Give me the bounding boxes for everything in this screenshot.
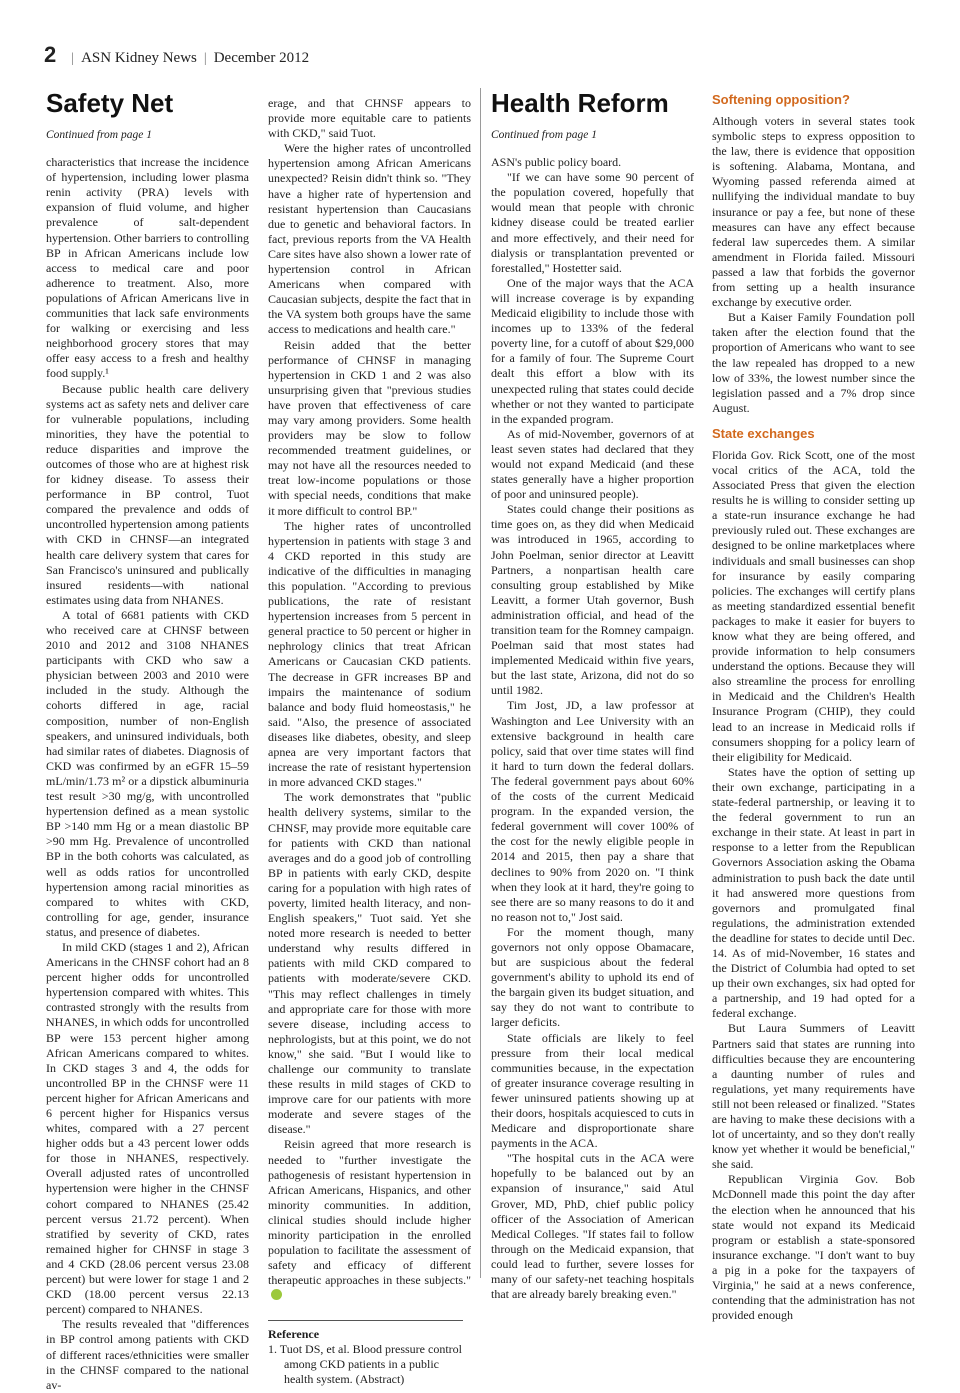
paragraph: Because public health care delivery systems act as safety nets and deliver care for vulnerable populations, including minorities, they have the potential to reduce disparities and improve the outcomes of those who are at highest risk for kidney disease. To assess their performance in BP control, Tuot compared the prevalence and odds of uncontrolled hypertension among patients with CKD in CHNSF—an integrated health care delivery system that cares for San Francisco's uninsured and publically insured residents—with national estimates using data from NHANES.	[46, 381, 249, 607]
article-body	[712, 448, 915, 1323]
reference-heading: Reference	[268, 1326, 320, 1341]
paragraph: The results revealed that "differences in BP control among patients with CKD of different races/ethnicities were smaller in the CHNSF compared to the national av-	[46, 1317, 249, 1392]
publication-name: ASN Kidney News	[81, 50, 197, 66]
paragraph: Although voters in several states took symbolic steps to express opposition to the law, there is evidence that opposition is softening. Alabama, Montana, and Wyoming passed referenda aimed at nullifying the individual mandate to buy insurance or pay a fee, but none of these measures can have any effect because federal law supercedes them. A similar amendment in Florida failed. Missouri passed a law that forbids the governor from setting up a health insurance exchange by executive order.	[712, 114, 915, 310]
paragraph: States could change their positions as time goes on, as they did when Medicaid was introduced in 1965, according to John Poelman, senior director at Leavitt Partners, a nonpartisan health care consulting group established by Mike Leavitt, a former Utah governor, Bush administration official, and head of the transition team for the Romney campaign. Poelman said that most states had implemented Medicaid within five years, but the last state, Arizona, did not do so until 1982.	[491, 502, 694, 698]
column-divider-rule	[480, 88, 481, 1278]
article-body	[712, 114, 915, 416]
safety-net-column-1	[46, 88, 249, 1393]
article-body	[491, 155, 694, 1302]
paragraph: "If we can have some 90 percent of the population covered, hopefully that would mean that people with chronic kidney disease could be treated earlier and more effectively, and their need for dialysis or transplantation prevented or forestalled," Hostetter said.	[491, 170, 694, 275]
article-body	[268, 96, 471, 1304]
continued-from-line: Continued from page 1	[491, 129, 597, 141]
end-of-article-mark	[271, 1289, 282, 1300]
page-number: 2	[44, 42, 57, 67]
safety-net-column-2	[268, 96, 471, 1387]
subhead-state-exchanges: State exchanges	[712, 425, 815, 441]
paragraph: ASN's public policy board.	[491, 155, 622, 170]
paragraph: As of mid-November, governors of at least seven states had declared that they would not expand Medicaid (and these states generally have a higher proportion of poor and uninsured people).	[491, 426, 694, 502]
continued-from-line: Continued from page 1	[46, 129, 152, 141]
paragraph: characteristics that increase the incidence of hypertension, including lower plasma renin activity (PRA) levels with expansion of fluid volume, and higher prevalence of salt-dependent hypertension. Other barriers to controlling BP in African Americans include low access to medical care and poor adherence to treatment. Also, more populations of African Americans live in communities that lack safe environments for walking or exercising and less neighborhood grocery stores that may offer easy access to a fresh and healthy food supply.¹	[46, 155, 249, 381]
health-reform-column-2	[712, 92, 915, 1323]
issue-date: December 2012	[213, 50, 310, 66]
paragraph: Reisin added that the better performance of CHNSF in managing hypertension in CKD 1 and 2 was also unsurprising given that "previous studies have proven that effectiveness of care may vary among providers. Some health providers may be slow to follow recommended treatment guidelines, or may not have all the resources needed to treat low-income populations or those with special needs, conditions that make it more difficult to control BP."	[268, 337, 471, 518]
paragraph: One of the major ways that the ACA will increase coverage is by expanding Medicaid eligibility to include those with incomes up to 133% of the federal poverty line, for a cutoff of about $29,000 for a family of four. The Supreme Court dealt this effort a blow with its unexpected ruling that states could decide whether or not they wanted to participate in the expanded program.	[491, 275, 694, 426]
reference-item: 1. Tuot DS, et al. Blood pressure control among CKD patients in a public health system. (Abstract)	[268, 1341, 462, 1386]
paragraph: erage, and that CHNSF appears to provide more equitable care to patients with CKD," said Tuot.	[268, 96, 471, 141]
paragraph: Reisin agreed that more research is needed to "further investigate the pathogenesis of resistant hypertension in African Americans, Hispanics, and other minority communities. In addition, clinical studies should include higher minority participation in the enrolled population to facilitate the assessment of safety and efficacy of different therapeutic approaches in these subjects."	[268, 1137, 471, 1303]
paragraph: Republican Virginia Gov. Bob McDonnell made this point the day after the election when he announced that his state would not expand its Medicaid program or establish a state-sponsored insurance exchange. "I don't want to buy a pig in a poke for the taxpayers of Virginia," he said at a news conference, contending that the administration has not provided enough	[712, 1172, 915, 1323]
reference-list	[268, 1342, 471, 1387]
header-separator: |	[203, 51, 207, 66]
paragraph: A total of 6681 patients with CKD who received care at CHNSF between 2010 and 2012 and 3108 NHANES participants with CKD who saw a physician between 2003 and 2010 were included in the study. Although the cohorts differed in age, racial composition, number of non-English speakers, and uninsured individuals, both had similar rates of diabetes. Diagnosis of CKD was confirmed by an eGFR 15–59 mL/min/1.73 m² or a dipstick albuminuria test result >30 mg/g, with uncontrolled hypertension defined as a mean systolic BP >140 mm Hg or a mean diastolic BP >90 mm Hg. Prevalence of uncontrolled BP in the both cohorts was calculated, as well as odds ratios for uncontrolled hypertension among racial minorities as compared to whites with CKD, controlling for age, gender, insurance status, and presence of diabetes.	[46, 607, 249, 939]
paragraph: Were the higher rates of uncontrolled hypertension among African Americans unexpected? Reisin didn't think so. "They have a higher rate of hypertension and resistant hypertension than Caucasians due to genetic and behavioral factors. In fact, previous reports from the VA Health Care sites have also shown a lower rate of hypertension control in African Americans when compared with Caucasian subjects, despite the fact that in the VA system both groups have the same access to medications and health care."	[268, 141, 471, 337]
article-title-safety-net: Safety Net	[46, 88, 174, 118]
paragraph: Florida Gov. Rick Scott, one of the most vocal critics of the ACA, told the Associated Press that given the election results he is willing to consider setting up a state-run insurance exchange he had previously ruled out. These exchanges are designed to be online marketplaces where individuals and small businesses can shop for insurance by easily comparing policies. The exchanges will certify plans as meeting standardized essential benefit packages to make it easier for buyers to know what they are being offered, and provide information to help consumers understand the options. Because they will also streamline the process for enrolling in Medicaid and the Children's Health Insurance Program (CHIP), they could lead to an increase in Medicaid rolls if consumers shopping for a policy learn of their eligibility for Medicaid.	[712, 447, 915, 764]
article-title-health-reform: Health Reform	[491, 88, 669, 118]
running-header	[44, 42, 309, 72]
paragraph: But a Kaiser Family Foundation poll taken after the election found that the proportion of Americans who want to see the law repealed has dropped to a new low of 33%, the lowest number since the legislation passed and a 7% drop since August.	[712, 310, 915, 415]
paragraph: Tim Jost, JD, a law professor at Washington and Lee University with an extensive background in health care policy, said that over time states will find it hard to turn down the federal dollars. The federal government pays about 60% of the costs of the current Medicaid program. In the expanded version, the federal government will cover 100% of the cost for the newly eligible people in 2014 and 2015, then pay a share that declines to 90% from 2020 on. "I think when they look at it hard, they're going to see there are so many reasons to do it and no reason not to," Jost said.	[491, 698, 694, 924]
paragraph: State officials are likely to feel pressure from their local medical communities because, in the expectation of greater insurance coverage resulting in fewer uninsured patients showing up at their doors, hospitals acquiesced to cuts in Medicare and disproportionate share payments in the ACA.	[491, 1030, 694, 1151]
paragraph: In mild CKD (stages 1 and 2), African Americans in the CHNSF cohort had an 8 percent higher odds for uncontrolled hypertension compared with whites. This contrasted strongly with the results from NHANES, in which odds for uncontrolled BP were 153 percent higher among African Americans compared to whites. In CKD stages 3 and 4, the odds for uncontrolled BP in the CHNSF were 11 percent higher for African Americans and 6 percent higher for Hispanics versus whites, compared with a 27 percent higher odds but a 43 percent lower odds for those in NHANES, respectively. Overall adjusted rates of uncontrolled hypertension were higher in the CHNSF cohort compared to NHANES (25.42 percent versus 21.72 percent). When stratified by severity of CKD, rates remained higher for CHNSF in stage 3 and 4 CKD (28.06 percent versus 23.08 percent) but were lower for stage 1 and 2 CKD (18.00 percent versus 22.13 percent) compared to NHANES.	[46, 939, 249, 1317]
reference-divider	[268, 1320, 463, 1321]
article-body	[46, 155, 249, 1393]
paragraph: States have the option of setting up their own exchange, participating in a state-federal partnership, or leaving it to the federal government to run an exchange in their state. At least in part in response to a letter from the Republican Governors Association asking the Obama administration to push back the date until it had answered more questions from governors and promulgated final regulations, the administration extended the deadline for states to decide until Dec. 14. As of mid-November, 16 states and the District of Columbia had opted to set up their own exchanges, six had opted for a partnership, and 19 had opted for a federal exchange.	[712, 764, 915, 1021]
paragraph: The higher rates of uncontrolled hypertension in patients with stage 3 and 4 CKD reported in this study are indicative of the difficulties in managing this population. "According to previous publications, the rate of resistant hypertension increases from 5 percent in general practice to 50 percent or higher in nephrology clinics that treat African Americans or Caucasian CKD patients. The decrease in GFR increases BP and impairs the maintenance of sodium balance and body fluid homeostasis," he said. "Also, the presence of associated diseases like diabetes, obesity, and sleep apnea are very important factors that increase the rate of resistant hypertension in more advanced CKD stages."	[268, 518, 471, 790]
subhead-softening-opposition: Softening opposition?	[712, 92, 850, 107]
paragraph: But Laura Summers of Leavitt Partners said that states are running into difficulties because they are encountering a daunting number of rules and regulations, yet many requirements have still not been released or finalized. "States are having to make these decisions with a lot of uncertainty, and so they don't really know yet whether it would be beneficial," she said.	[712, 1021, 915, 1172]
health-reform-column-1	[491, 88, 694, 1302]
paragraph: For the moment though, many governors not only oppose Obamacare, but are suspicious about the federal government's ability to uphold its end of the bargain given its budget situation, and say they do not want to contribute to larger deficits.	[491, 924, 694, 1030]
paragraph: The work demonstrates that "public health delivery systems, similar to the CHNSF, may provide more equitable care for patients with CKD than national averages and do a good job of controlling BP in patients with early CKD, despite caring for a population with high rates of poverty, limited health literacy, and non-English speakers," Tuot said. Yet she noted more research is needed to better understand why results differed in patients with mild CKD compared to patients with moderate/severe CKD. "This may reflect challenges in timely and appropriate care for those with more severe disease, including access to nephrologists, but at this point, we do not know," she said. "But I would like to challenge our community to translate these results in mild stages of CKD to improve care for our patients with more moderate and severe stages of the disease."	[268, 790, 471, 1137]
paragraph: "The hospital cuts in the ACA were hopefully to be balanced out by an expansion of insurance," said Atul Grover, MD, PhD, chief public policy officer of the Association of American Medical Colleges. "If states fail to follow through on the Medicaid expansion, that could lead to further, severe losses for many of our safety-net teaching hospitals that are already barely breaking even."	[491, 1151, 694, 1302]
header-separator: |	[71, 51, 75, 66]
